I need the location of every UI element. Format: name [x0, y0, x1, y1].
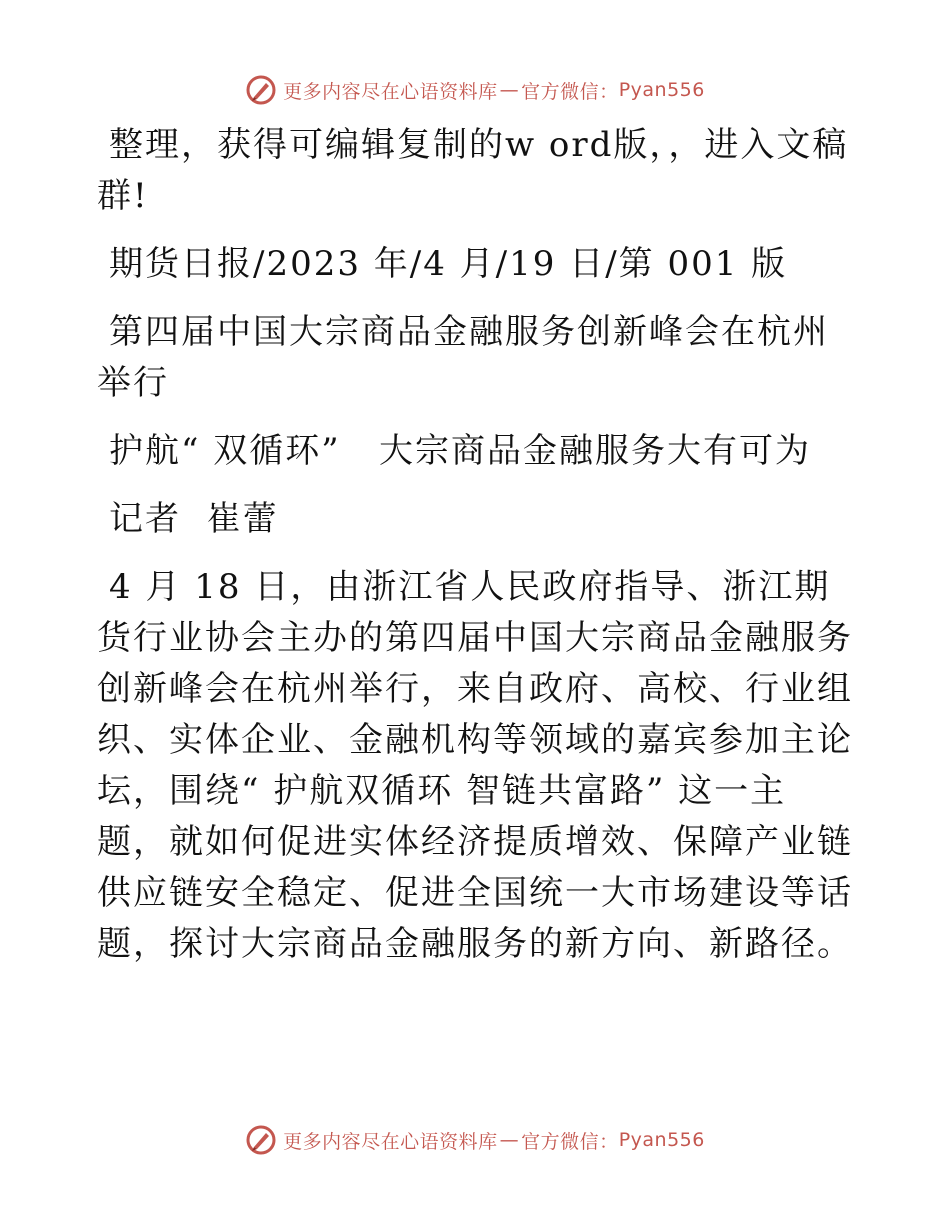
watermark-text: 更多内容尽在心语资料库 — [283, 80, 498, 103]
byline: 记者 崔蕾 — [109, 499, 279, 539]
header-watermark — [0, 70, 950, 110]
source-line: 期货日报/2023 年/4 月/19 日/第 001 版 — [109, 244, 788, 284]
watermark-wechat-id: Pyan556 — [618, 79, 705, 101]
pen-logo-icon — [245, 1124, 277, 1156]
pen-logo-icon — [245, 74, 277, 106]
watermark-wechat-label: 官方微信： — [521, 1130, 619, 1153]
subheadline: 护航“ 双循环” 大宗商品金融服务大有可为 — [109, 431, 811, 471]
headline: 第四届中国大宗商品金融服务创新峰会在杭州举行 — [97, 312, 829, 403]
watermark-text: 更多内容尽在心语资料库 — [283, 1130, 498, 1153]
watermark-dash: — — [499, 79, 520, 101]
watermark-wechat-id: Pyan556 — [618, 1129, 705, 1151]
watermark-wechat-label: 官方微信： — [521, 80, 619, 103]
footer-watermark — [0, 1120, 950, 1160]
watermark-dash: — — [499, 1129, 520, 1151]
intro-line: 整理，获得可编辑复制的w ord版，，进入文稿群! — [97, 125, 849, 216]
body-paragraph: 4 月 18 日，由浙江省人民政府指导、浙江期货行业协会主办的第四届中国大宗商品金融服务创新峰会在杭州举行，来自政府、高校、行业组织、实体企业、金融机构等领域的嘉宾参加主论坛，围绕“ 护航双循环 智链共富路” 这一主题，就如何促进实体经济提质增效、保障产业链供应链安全稳定、促进全国统一大市场建设等话题，探讨大宗商品金融服务的新方向、新路径。 — [97, 567, 853, 964]
document-body — [97, 120, 857, 987]
